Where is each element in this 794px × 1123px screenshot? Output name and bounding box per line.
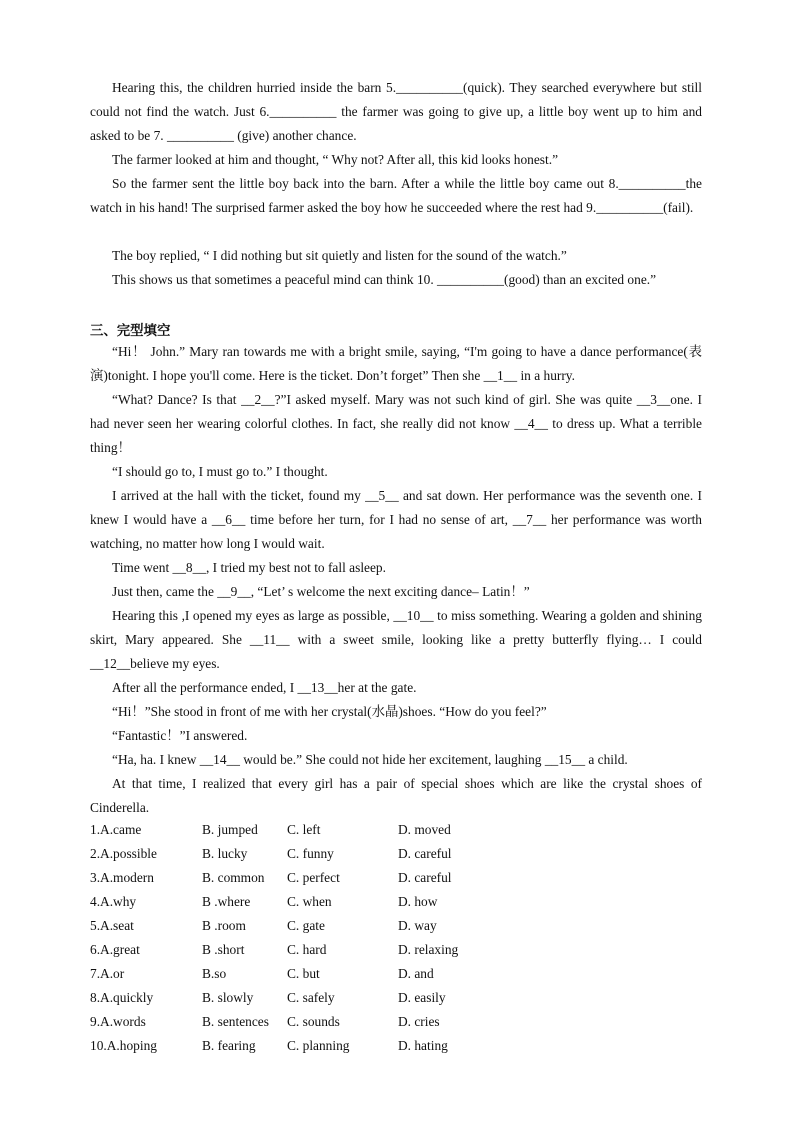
paragraph-moral: This shows us that sometimes a peaceful mind can think 10. __________(good) than an excited one.”: [112, 272, 657, 287]
option-c: C. planning: [287, 1038, 350, 1053]
cloze-paragraph: Time went __8__, I tried my best not to fall asleep.: [112, 560, 386, 575]
option-a: 10.A.hoping: [90, 1038, 157, 1053]
option-b: B. slowly: [202, 990, 254, 1005]
cloze-paragraph: At that time, I realized that every girl has a pair of special shoes which are like the crystal shoes of Cinderella.: [90, 776, 702, 815]
option-c: C. perfect: [287, 870, 340, 885]
cloze-paragraph: “Fantastic！”I answered.: [112, 728, 248, 743]
option-d: D. hating: [398, 1038, 448, 1053]
cloze-paragraph: I arrived at the hall with the ticket, found my __5__ and sat down. Her performance was the seventh one. I knew I would have a __6__ time before her turn, for I had no sense of art, __7__ her performance was worth watching, no matter how long I would wait.: [90, 488, 702, 551]
option-d: D. moved: [398, 822, 451, 837]
option-c: C. left: [287, 822, 321, 837]
cloze-paragraph: Just then, came the __9__, “Let’ s welcome the next exciting dance– Latin！”: [112, 584, 530, 599]
option-a: 9.A.words: [90, 1014, 146, 1029]
option-c: C. safely: [287, 990, 335, 1005]
option-a: 1.A.came: [90, 822, 142, 837]
cloze-paragraph: “Ha, ha. I knew __14__ would be.” She could not hide her excitement, laughing __15__ a child.: [112, 752, 628, 767]
option-a: 3.A.modern: [90, 870, 154, 885]
paragraph-boy-replied: The boy replied, “ I did nothing but sit quietly and listen for the sound of the watch.”: [112, 248, 567, 263]
paragraph-boy-returns: So the farmer sent the little boy back into the barn. After a while the little boy came out 8.__________the watch in his hand! The surprised farmer asked the boy how he succeeded where the rest had 9.__________(fail).: [90, 176, 702, 215]
cloze-paragraph: “I should go to, I must go to.” I thought.: [112, 464, 328, 479]
option-a: 2.A.possible: [90, 846, 157, 861]
option-d: D. way: [398, 918, 437, 933]
option-c: C. hard: [287, 942, 327, 957]
cloze-paragraph: Hearing this ,I opened my eyes as large as possible, __10__ to miss something. Wearing a golden and shining skirt, Mary appeared. She __11__ with a sweet smile, looking like a pretty butterfly flying… I could __12__believe my eyes.: [90, 608, 702, 671]
option-a: 5.A.seat: [90, 918, 134, 933]
option-b: B. lucky: [202, 846, 248, 861]
option-d: D. cries: [398, 1014, 440, 1029]
cloze-paragraph: “Hi！”She stood in front of me with her crystal(水晶)shoes. “How do you feel?”: [112, 704, 547, 719]
option-b: B. jumped: [202, 822, 258, 837]
option-b: B. common: [202, 870, 265, 885]
cloze-paragraph: “Hi！ John.” Mary ran towards me with a bright smile, saying, “I'm going to have a dance performance(表演)tonight. I hope you'll come. Here is the ticket. Don’t forget” Then she __1__ in a hurry.: [90, 344, 702, 383]
option-c: C. funny: [287, 846, 334, 861]
option-d: D. careful: [398, 846, 452, 861]
section-heading-cloze: 三、完型填空: [90, 324, 171, 339]
option-d: D. careful: [398, 870, 452, 885]
option-b: B .short: [202, 942, 245, 957]
cloze-paragraph: After all the performance ended, I __13__her at the gate.: [112, 680, 417, 695]
option-d: D. and: [398, 966, 434, 981]
option-c: C. sounds: [287, 1014, 340, 1029]
option-b: B .room: [202, 918, 246, 933]
option-a: 8.A.quickly: [90, 990, 154, 1005]
option-d: D. relaxing: [398, 942, 459, 957]
option-a: 4.A.why: [90, 894, 137, 909]
option-c: C. but: [287, 966, 320, 981]
option-d: D. how: [398, 894, 438, 909]
option-c: C. gate: [287, 918, 325, 933]
option-c: C. when: [287, 894, 332, 909]
paragraph-farmer-thought: The farmer looked at him and thought, “ Why not? After all, this kid looks honest.”: [112, 152, 559, 167]
option-a: 7.A.or: [90, 966, 125, 981]
option-b: B. sentences: [202, 1014, 269, 1029]
option-d: D. easily: [398, 990, 446, 1005]
paragraph-barn-search: Hearing this, the children hurried inside the barn 5.__________(quick). They searched everywhere but still could not find the watch. Just 6.__________ the farmer was going to give up, a little boy went up to him and asked to be 7. __________ (give) another chance.: [90, 80, 702, 143]
option-b: B .where: [202, 894, 251, 909]
option-a: 6.A.great: [90, 942, 140, 957]
cloze-paragraph: “What? Dance? Is that __2__?”I asked myself. Mary was not such kind of girl. She was quite __3__one. I had never seen her wearing colorful clothes. In fact, she really did not know __4__ to dress up. What a terrible thing！: [90, 392, 702, 455]
option-b: B.so: [202, 966, 227, 981]
option-b: B. fearing: [202, 1038, 256, 1053]
